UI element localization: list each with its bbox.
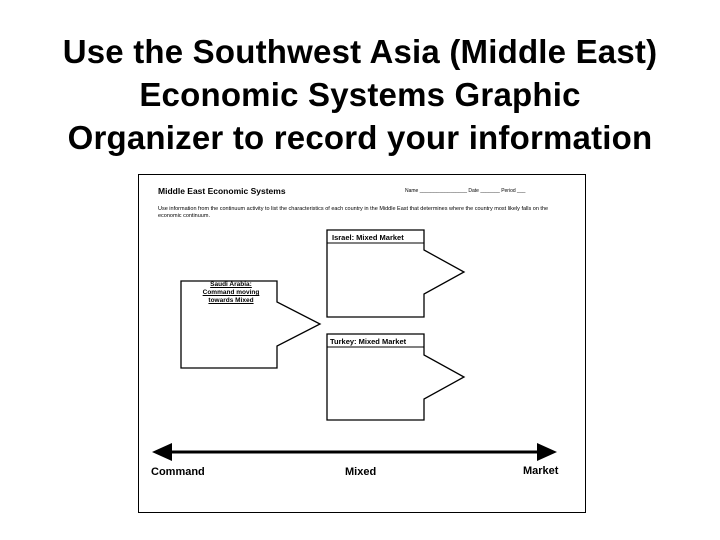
saudi-arabia-line-3: towards Mixed xyxy=(208,297,254,304)
slide-title-line-1: Use the Southwest Asia (Middle East) xyxy=(62,33,658,70)
continuum-label-command: Command xyxy=(151,466,205,478)
continuum-right-arrowhead xyxy=(537,443,557,461)
continuum-left-arrowhead xyxy=(152,443,172,461)
worksheet-instructions: Use information from the continuum activity to list the characteristics of each country in the Middle East that determines where the country most likely falls on the economic continuum. xyxy=(158,206,549,219)
worksheet-name-date-period: Name _________________ Date _______ Period ___ xyxy=(405,188,526,194)
worksheet-title: Middle East Economic Systems xyxy=(158,186,286,196)
slide-title-line-2: Economic Systems Graphic xyxy=(139,76,581,113)
israel-box-label: Israel: Mixed Market xyxy=(332,233,404,242)
continuum-label-market: Market xyxy=(523,465,559,477)
saudi-arabia-title: Saudi Arabia: xyxy=(210,281,252,288)
slide-title-line-3: Organizer to record your information xyxy=(67,119,653,156)
turkey-box-label: Turkey: Mixed Market xyxy=(330,337,407,346)
saudi-arabia-line-2: Command moving xyxy=(202,289,260,296)
continuum-label-mixed: Mixed xyxy=(345,466,377,478)
saudi-arabia-box-label xyxy=(181,281,281,305)
